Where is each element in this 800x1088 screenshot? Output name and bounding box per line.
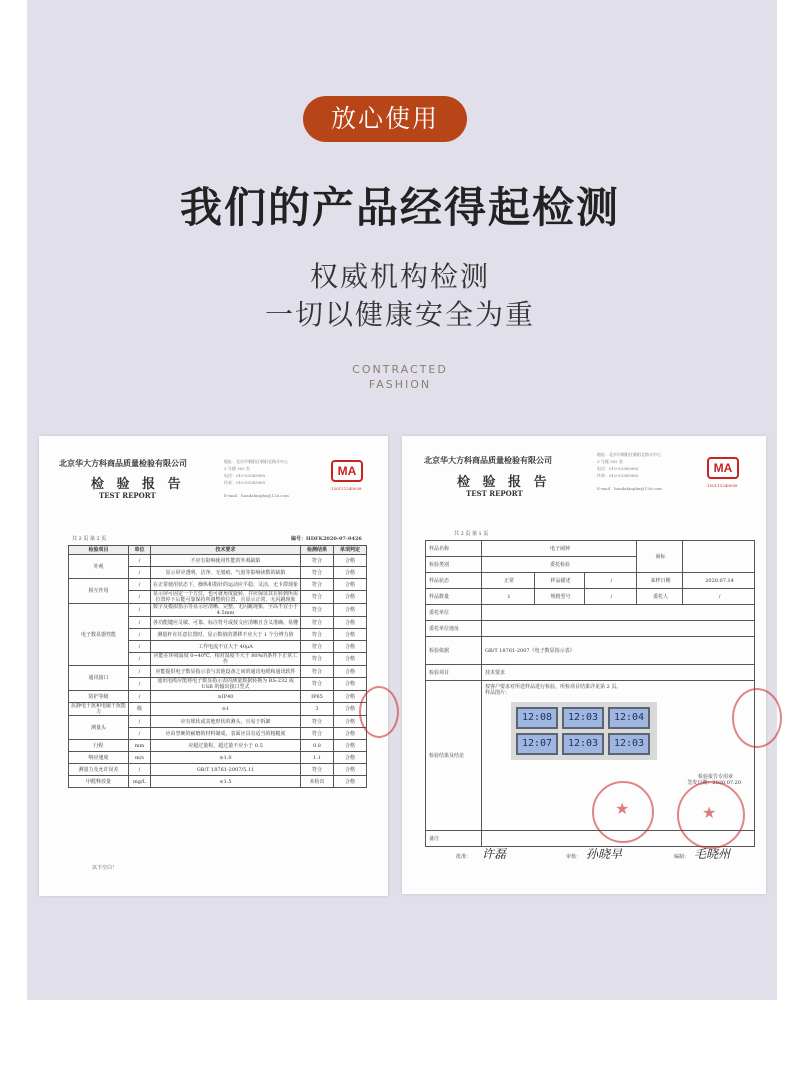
table-cell: 未检出 <box>301 776 334 788</box>
table-cell: 合格 <box>334 678 367 691</box>
table-cell: 3 <box>301 703 334 716</box>
table-cell: 显示屏可固定一个方位，也可就角度旋转，并应保证其在转到所需位置停下后能可靠保持所调整的位置，且显示正常，无闪跳现象 <box>151 591 301 604</box>
item-name-cell: 测量力及允许误差 <box>69 764 129 776</box>
clock-display: 12:07 <box>516 733 558 755</box>
issue-date: 签发日期：2020.07.20 <box>687 780 742 786</box>
table-header-cell: 单位 <box>129 546 151 555</box>
table-cell: 合格 <box>334 776 367 788</box>
table-cell: / <box>129 604 151 617</box>
table-cell: 合格 <box>334 555 367 567</box>
table-cell: 符合 <box>301 666 334 678</box>
report-address: 地址：北京市朝阳区朝阳北路半中心 3 号楼 302 室 电话：010-53383965 传真：010-53383965 E-mail：huadafanghx@126.com <box>224 459 289 498</box>
cma-logo: MA <box>707 457 739 479</box>
table-cell: 应能在环境温度 0~40℃，相对湿度不大于 80%的条件下正常工作 <box>151 653 301 666</box>
red-seal-edge <box>359 686 399 738</box>
table-cell: 合格 <box>334 579 367 591</box>
seal-note: 检验报告专用章 <box>698 774 734 780</box>
edit-label: 编制： <box>674 854 690 860</box>
test-results-table <box>68 545 367 788</box>
table-row <box>69 740 367 752</box>
table-cell: 符合 <box>301 764 334 776</box>
table-cell: IP65 <box>301 691 334 703</box>
cma-logo: MA <box>331 460 363 482</box>
table-cell: 符合 <box>301 604 334 617</box>
table-cell: 符合 <box>301 555 334 567</box>
table-cell: 应超过量程，超过量不应小于 0.5 <box>151 740 301 752</box>
table-row <box>69 691 367 703</box>
table-cell: 应有球状或其他形状的测头，且易于拆卸 <box>151 716 301 728</box>
clock-display: 12:03 <box>562 733 604 755</box>
table-cell: / <box>129 691 151 703</box>
table-cell: 符合 <box>301 678 334 691</box>
table-cell: 各功能键应灵敏、可靠、标注符号或按文应清晰且含义准确、易懂 <box>151 617 301 629</box>
subline-authority: 权威机构检测 <box>309 260 490 293</box>
table-cell: 合格 <box>334 666 367 678</box>
table-cell: mg/L <box>129 776 151 788</box>
table-cell: 符合 <box>301 579 334 591</box>
table-row <box>69 764 367 776</box>
table-cell: / <box>129 567 151 579</box>
table-cell: 通讯电缆应能将电子数显指示表的测量数据转换为 RS-232 或 USB 的输出接口型式 <box>151 678 301 691</box>
report-info-table: 样品名称 电子闹钟 商标 检验类别 委托检验 样品状态 正常 样品描述 / 来样日期 2020.07.14 样品数量 1 规格型号 / 委托人 / 委托单位 委托单位地址 检验依据 GB/T 18761-2007《电子数显指示表》 检验项目 技术要求 检验结果及结论 按客户要求对所送样品进行检验，所检项目结果详见第 2 页。 样品图片： 12:08 12:03 12:0412:07 12:03 12:03 检验报告专用章 签发日期：2020.07.20 备注 <box>425 540 755 847</box>
clock-display: 12:03 <box>562 707 604 729</box>
cma-number: 150111240058 <box>707 483 738 488</box>
table-cell: / <box>129 641 151 653</box>
table-cell: 应能提供电子数显指示表与其他设备之间的通讯电缆和通讯软件 <box>151 666 301 678</box>
table-cell: 合格 <box>334 567 367 579</box>
review-signature: 孙晓早 <box>586 847 623 861</box>
table-cell: / <box>129 629 151 641</box>
item-name-cell: 相互作用 <box>69 579 129 604</box>
item-name-cell: 电子数显器性能 <box>69 604 129 666</box>
assurance-badge: 放心使用 <box>303 96 467 142</box>
table-cell: / <box>129 678 151 691</box>
item-name-cell: 防护等级 <box>69 691 129 703</box>
table-cell: 合格 <box>334 641 367 653</box>
red-seal-edge <box>732 688 782 748</box>
report-org: 北京华大方科商品质量检验有限公司 <box>59 458 187 468</box>
edit-signature: 毛晓州 <box>694 847 731 861</box>
table-footer-note: 以下空白！ <box>92 865 118 871</box>
table-row <box>69 555 367 567</box>
table-cell: GB/T 18761-2007/5.11 <box>151 764 301 776</box>
table-cell: 符合 <box>301 591 334 604</box>
table-row <box>69 716 367 728</box>
report-org: 北京华大方科商品质量检验有限公司 <box>424 455 552 465</box>
table-cell: m/s <box>129 752 151 764</box>
page-indicator: 共 2 页 第 2 页 <box>72 536 107 542</box>
table-row <box>69 604 367 617</box>
table-cell: / <box>129 764 151 776</box>
table-cell: 合格 <box>334 716 367 728</box>
sample-photo <box>511 702 657 760</box>
table-row <box>69 776 367 788</box>
item-name-cell: 外观 <box>69 555 129 579</box>
table-cell: ≤1.5 <box>151 776 301 788</box>
table-cell: 合格 <box>334 604 367 617</box>
photo-label: 样品图片： <box>485 690 511 696</box>
report-subtitle: TEST REPORT <box>466 489 523 498</box>
test-report-page-2 <box>39 436 388 896</box>
table-cell: 合格 <box>334 653 367 666</box>
table-cell: 应由坚硬的耐磨的材料制成，表面应具有适当的粗糙度 <box>151 728 301 740</box>
table-cell: ≥1 <box>151 703 301 716</box>
clock-display: 12:04 <box>608 707 650 729</box>
table-cell: 符合 <box>301 629 334 641</box>
table-cell: 不应有影响使用性能的外观缺陷 <box>151 555 301 567</box>
table-cell: 合格 <box>334 617 367 629</box>
table-cell: ≥1.0 <box>151 752 301 764</box>
table-cell: mm <box>129 740 151 752</box>
approve-signature: 许磊 <box>482 847 507 861</box>
table-cell: / <box>129 728 151 740</box>
headline: 我们的产品经得起检测 <box>179 183 620 232</box>
table-header-cell: 单项判定 <box>334 546 367 555</box>
table-row <box>69 579 367 591</box>
item-name-cell: 通讯接口 <box>69 666 129 691</box>
table-row <box>69 666 367 678</box>
seal-star-icon: ★ <box>615 799 630 818</box>
table-cell: / <box>129 555 151 567</box>
subline-safety: 一切以健康安全为重 <box>264 298 535 331</box>
table-row <box>69 703 367 716</box>
clock-display: 12:03 <box>608 733 650 755</box>
review-label: 审核： <box>566 854 582 860</box>
table-header-cell: 检测结果 <box>301 546 334 555</box>
table-cell: 合格 <box>334 752 367 764</box>
table-cell: 合格 <box>334 764 367 776</box>
item-name-cell: 行程 <box>69 740 129 752</box>
table-cell: / <box>129 716 151 728</box>
table-cell: / <box>129 653 151 666</box>
table-cell: 0.8 <box>301 740 334 752</box>
table-row <box>69 752 367 764</box>
table-cell: 合格 <box>334 691 367 703</box>
table-cell: / <box>129 591 151 604</box>
table-cell: / <box>129 617 151 629</box>
report-title: 检 验 报 告 <box>91 477 185 492</box>
table-cell: 符合 <box>301 716 334 728</box>
item-name-cell: 抗静电干扰和电磁干扰能力 <box>69 703 129 716</box>
item-name-cell: 测量头 <box>69 716 129 740</box>
item-name-cell: 响应速度 <box>69 752 129 764</box>
table-cell: 合格 <box>334 728 367 740</box>
table-cell: 符合 <box>301 728 334 740</box>
table-cell: 测量杆在任意位置时，显示数值的漂移不应大于 1 个分辨力值 <box>151 629 301 641</box>
table-cell: 1.1 <box>301 752 334 764</box>
report-title: 检 验 报 告 <box>457 475 551 490</box>
table-header-cell: 技术要求 <box>151 546 301 555</box>
table-cell: 符合 <box>301 641 334 653</box>
table-cell: 合格 <box>334 740 367 752</box>
table-header-cell: 检验项目 <box>69 546 129 555</box>
table-cell: 合格 <box>334 703 367 716</box>
table-cell: 数字及模拟指示等显示应清晰、完整、无闪跳现象，字高不宜小于 4.5mm <box>151 604 301 617</box>
report-address: 地址：北京市朝阳区朝阳北路半中心 3 号楼 302 室 电话：010-53383965 传真：010-53383965 E-mail：huadafanghx@126.com <box>597 452 662 491</box>
table-cell: 合格 <box>334 591 367 604</box>
table-cell: 符合 <box>301 567 334 579</box>
seal-star-icon: ★ <box>702 803 717 822</box>
table-cell: 显示屏应透明、洁净、无划痕、气泡等影响读数的缺陷 <box>151 567 301 579</box>
item-name-cell: 甲醛释放量 <box>69 776 129 788</box>
conclusion-text: 按客户要求对所送样品进行检验，所检项目结果详见第 2 页。 <box>485 684 622 690</box>
approve-label: 批准： <box>456 854 472 860</box>
page-indicator: 共 2 页 第 1 页 <box>454 531 489 537</box>
table-cell: 工作电流不宜大于 40μA <box>151 641 301 653</box>
brand-line-2: FASHION <box>368 378 432 391</box>
table-cell: / <box>129 579 151 591</box>
report-subtitle: TEST REPORT <box>99 491 156 500</box>
cma-number: 150111240058 <box>331 486 362 491</box>
clock-display: 12:08 <box>516 707 558 729</box>
table-cell: / <box>129 666 151 678</box>
table-cell: 级 <box>129 703 151 716</box>
table-cell: 符合 <box>301 617 334 629</box>
brand-line-1: CONTRACTED <box>352 363 448 376</box>
table-cell: 合格 <box>334 629 367 641</box>
table-cell: ≥IP40 <box>151 691 301 703</box>
table-cell: 在正常使用状态下，操纵和指针的运动应平稳、灵活，无卡滞现象 <box>151 579 301 591</box>
table-cell: 符合 <box>301 653 334 666</box>
report-code: 编号：HDFK2020-07-0426 <box>291 536 362 542</box>
test-report-page-1 <box>402 436 766 894</box>
